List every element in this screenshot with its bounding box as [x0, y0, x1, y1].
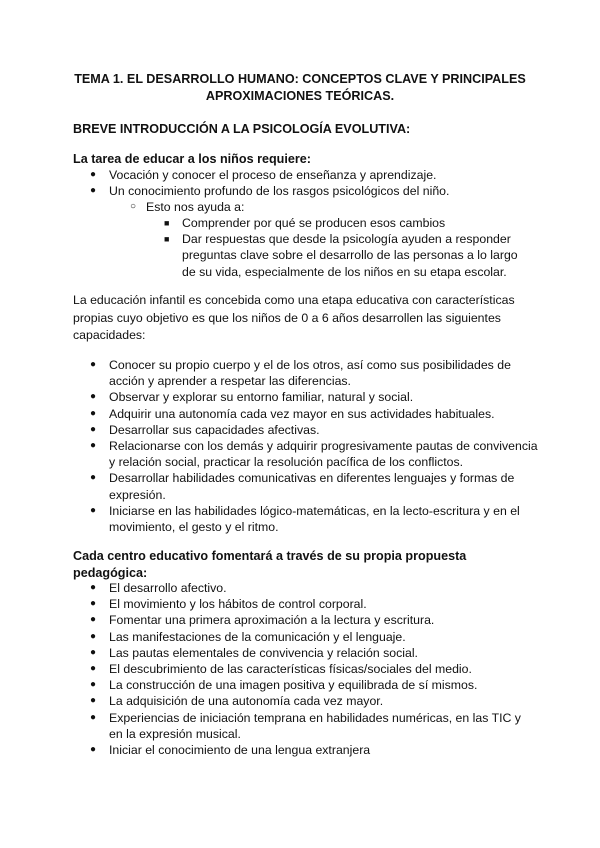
- square-bullet-icon: [164, 215, 169, 231]
- block1-sublist: [113, 199, 493, 215]
- list-item: ● Iniciarse en las habilidades lógico-matemáticas, en la lecto-escritura y en el movimiento, el gesto y el ritmo.: [73, 503, 538, 535]
- bullet-icon: [90, 612, 96, 628]
- list-item: ● El desarrollo afectivo.: [73, 580, 523, 596]
- bullet-icon: [90, 677, 96, 693]
- list-item: ● Las pautas elementales de convivencia y relación social.: [73, 645, 523, 661]
- bullet-icon: [90, 596, 96, 612]
- list-item: ● Las manifestaciones de la comunicación y el lenguaje.: [73, 629, 523, 645]
- title-line-2: APROXIMACIONES TEÓRICAS.: [205, 89, 395, 103]
- list-item: ○ Esto nos ayuda a:: [113, 199, 493, 215]
- list-item: ● Desarrollar habilidades comunicativas en diferentes lenguajes y formas de expresión.: [73, 470, 538, 502]
- block1-list: [73, 167, 513, 199]
- bullet-icon: [90, 406, 96, 422]
- block2-list: [73, 580, 523, 758]
- bullet-icon: [90, 645, 96, 661]
- bullet-icon: [90, 470, 96, 486]
- section-heading: BREVE INTRODUCCIÓN A LA PSICOLOGÍA EVOLUTIVA:: [73, 122, 411, 136]
- bullet-icon: [90, 422, 96, 438]
- bullet-icon: [90, 710, 96, 726]
- list-item: ● Iniciar el conocimiento de una lengua extranjera: [73, 742, 523, 758]
- bullet-icon: [90, 357, 96, 373]
- bullet-icon: [90, 438, 96, 454]
- bullet-icon: [90, 661, 96, 677]
- list-item: ● Un conocimiento profundo de los rasgos psicológicos del niño.: [73, 183, 513, 199]
- intro-paragraph: La educación infantil es concebida como una etapa educativa con características propias cuyo objetivo es que los niños de 0 a 6 años desarrollen las siguientes capacidades:: [73, 293, 515, 343]
- bullet-icon: [90, 742, 96, 758]
- list-item: ■ Dar respuestas que desde la psicología ayuden a responder preguntas clave sobre el desarrollo de las personas a lo largo de su vida, especialmente de los niños en su etapa escolar.: [145, 231, 520, 280]
- list-item: ● La construcción de una imagen positiva y equilibrada de sí mismos.: [73, 677, 523, 693]
- bullet-icon: [90, 167, 96, 183]
- block1-heading: La tarea de educar a los niños requiere:: [73, 152, 311, 166]
- list-item: ● Vocación y conocer el proceso de enseñanza y aprendizaje.: [73, 167, 513, 183]
- bullet-icon: [90, 693, 96, 709]
- bullet-icon: [90, 580, 96, 596]
- document-title: [60, 71, 540, 105]
- capacities-list: [73, 357, 538, 535]
- list-item: ● Conocer su propio cuerpo y el de los otros, así como sus posibilidades de acción y aprender a respetar las diferencias.: [73, 357, 538, 389]
- list-item: ● Relacionarse con los demás y adquirir progresivamente pautas de convivencia y relación social, practicar la resolución pacífica de los conflictos.: [73, 438, 538, 470]
- bullet-icon: [90, 629, 96, 645]
- list-item: ● Adquirir una autonomía cada vez mayor en sus actividades habituales.: [73, 406, 538, 422]
- bullet-icon: [90, 503, 96, 519]
- square-bullet-icon: [164, 231, 169, 247]
- list-item: ■ Comprender por qué se producen esos cambios: [145, 215, 520, 231]
- bullet-icon: [90, 183, 96, 199]
- list-item: ● Desarrollar sus capacidades afectivas.: [73, 422, 538, 438]
- list-item: ● El descubrimiento de las características físicas/sociales del medio.: [73, 661, 523, 677]
- title-line-1: TEMA 1. EL DESARROLLO HUMANO: CONCEPTOS CLAVE Y PRINCIPALES: [74, 72, 526, 86]
- list-item: ● El movimiento y los hábitos de control corporal.: [73, 596, 523, 612]
- list-item: ● Experiencias de iniciación temprana en habilidades numéricas, en las TIC y en la expresión musical.: [73, 710, 523, 742]
- block1-subsublist: [145, 215, 520, 280]
- list-item: ● La adquisición de una autonomía cada vez mayor.: [73, 693, 523, 709]
- hollow-bullet-icon: [130, 199, 136, 215]
- list-item: ● Fomentar una primera aproximación a la lectura y escritura.: [73, 612, 523, 628]
- list-item: ● Observar y explorar su entorno familiar, natural y social.: [73, 389, 538, 405]
- block2-heading: Cada centro educativo fomentará a través de su propia propuesta pedagógica:: [73, 549, 467, 580]
- bullet-icon: [90, 389, 96, 405]
